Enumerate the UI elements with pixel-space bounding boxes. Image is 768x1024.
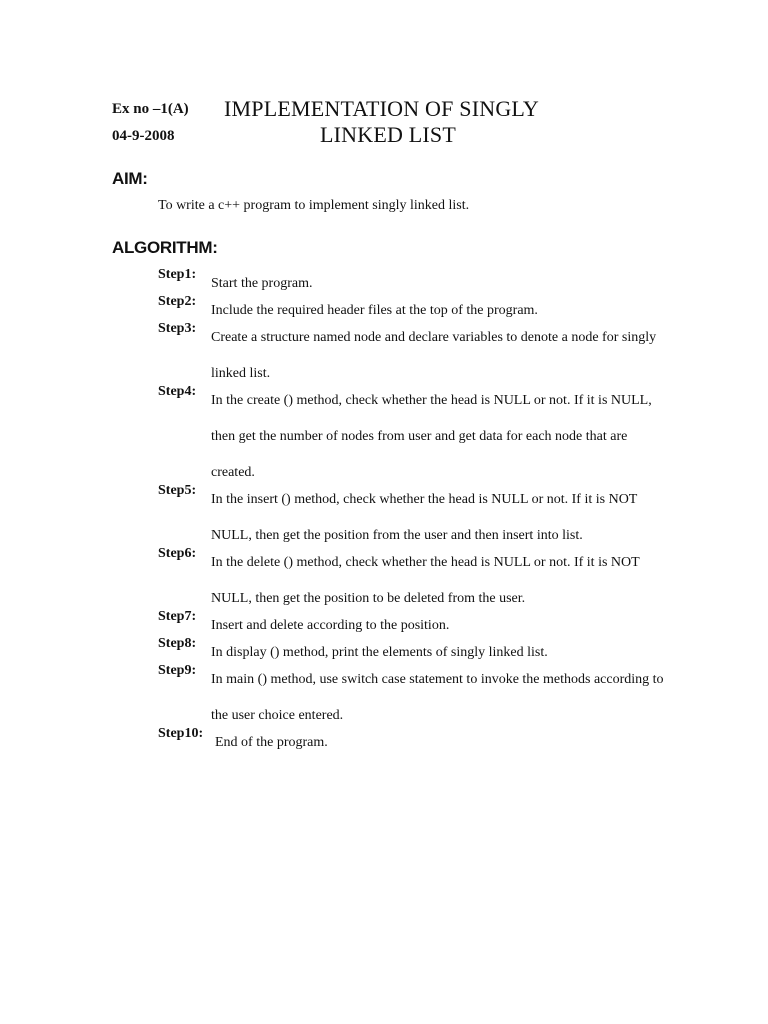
step-label: Step5:	[158, 483, 197, 498]
step-label: Step2:	[158, 294, 197, 309]
step-text: In the insert () method, check whether the head is NULL or not. If it is NOT NULL, then get the position from the user and then insert into list.	[211, 492, 638, 543]
step-item	[158, 725, 668, 761]
step-item	[158, 545, 668, 617]
step-item	[158, 662, 668, 734]
exercise-number: Ex no –1(A)	[112, 101, 189, 117]
algorithm-heading: ALGORITHM:	[112, 238, 218, 257]
exercise-date: 04-9-2008	[112, 128, 175, 144]
step-text: In the delete () method, check whether the head is NULL or not. If it is NOT NULL, then get the position to be deleted from the user.	[211, 555, 640, 606]
step-text: End of the program.	[215, 735, 328, 750]
step-text: Start the program.	[211, 276, 313, 291]
step-label: Step8:	[158, 636, 197, 651]
step-text: Insert and delete according to the position.	[211, 618, 450, 633]
step-item	[158, 320, 668, 392]
aim-text: To write a c++ program to implement singly linked list.	[158, 198, 470, 213]
document-header	[112, 93, 672, 153]
step-item	[158, 383, 668, 491]
step-item	[158, 482, 668, 554]
step-label: Step9:	[158, 663, 197, 678]
step-text: In main () method, use switch case statement to invoke the methods according to the user choice entered.	[211, 672, 664, 723]
step-text: In the create () method, check whether the head is NULL or not. If it is NULL, then get the number of nodes from user and get data for each node that are created.	[211, 393, 652, 480]
aim-heading: AIM:	[112, 169, 148, 188]
document-title-line-2: LINKED LIST	[320, 122, 457, 147]
step-text: Include the required header files at the top of the program.	[211, 303, 538, 318]
step-label: Step10:	[158, 726, 204, 741]
step-text: In display () method, print the elements of singly linked list.	[211, 645, 548, 660]
step-label: Step4:	[158, 384, 197, 399]
step-label: Step3:	[158, 321, 197, 336]
step-label: Step6:	[158, 546, 197, 561]
step-label: Step1:	[158, 267, 197, 282]
step-label: Step7:	[158, 609, 197, 624]
algorithm-steps-list	[158, 267, 668, 761]
step-text: Create a structure named node and declare variables to denote a node for singly linked list.	[211, 330, 657, 381]
document-title-line-1: IMPLEMENTATION OF SINGLY	[224, 96, 539, 121]
